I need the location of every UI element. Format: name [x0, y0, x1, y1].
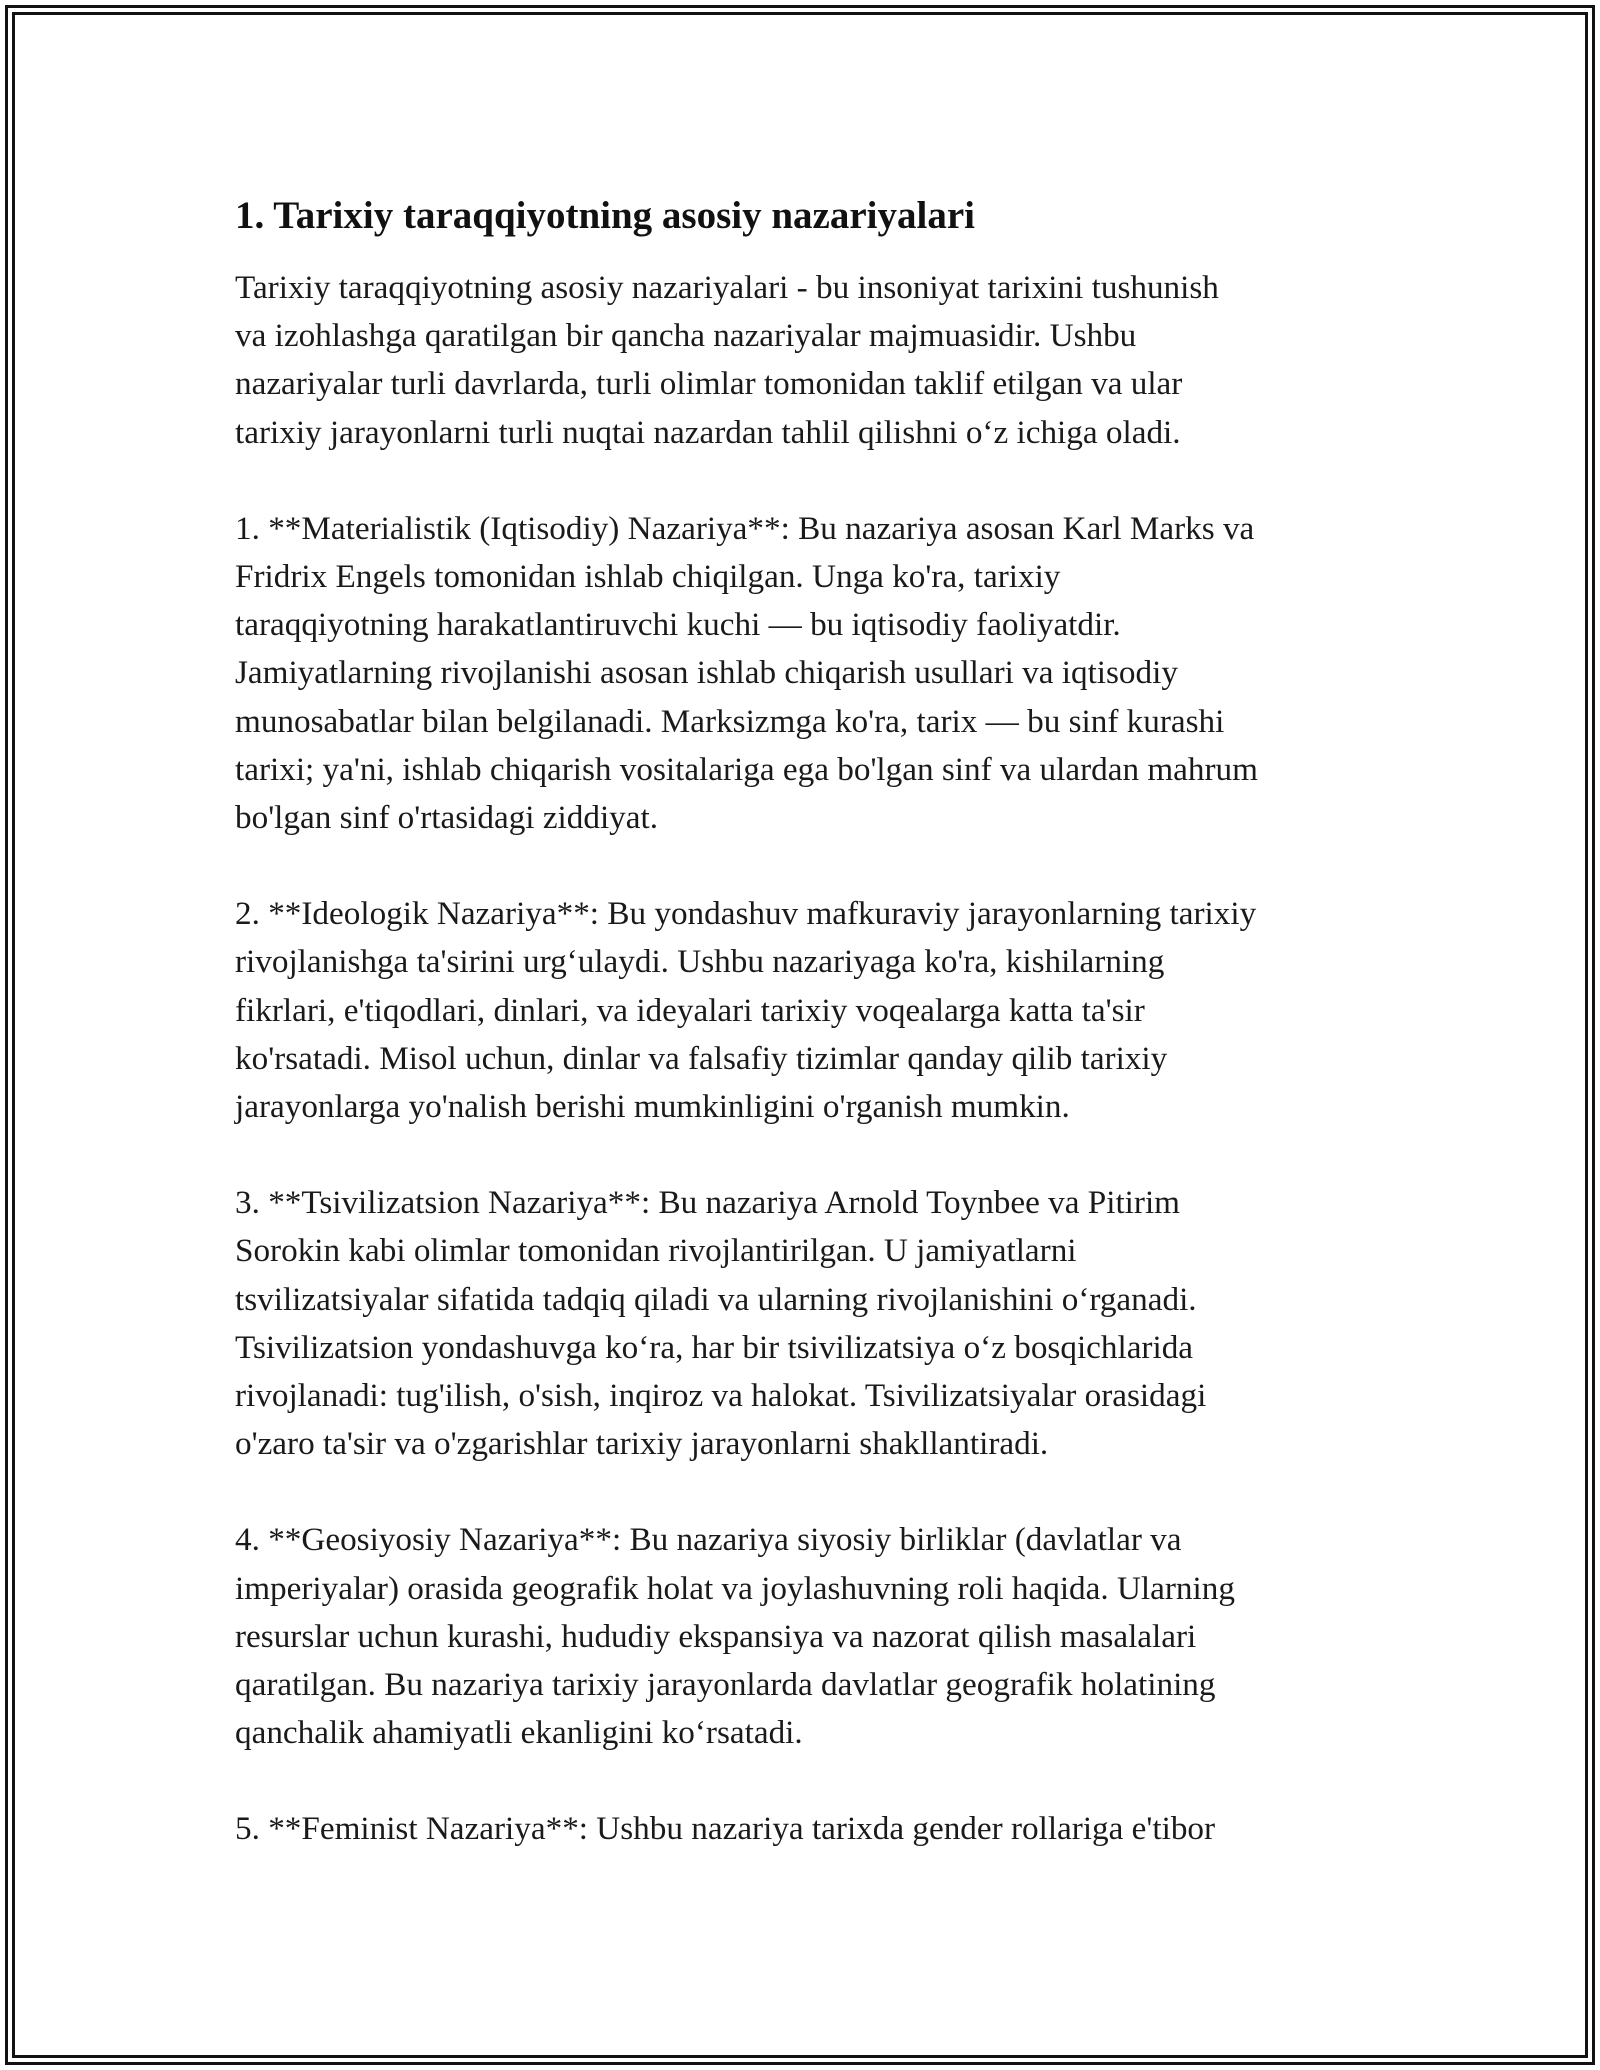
text-line: nazariyalar turli davrlarda, turli olimlar tomonidan taklif etilgan va ular	[235, 365, 1183, 403]
text-line: 5. **Feminist Nazariya**: Ushbu nazariya tarixda gender rollariga e'tibor	[235, 1810, 1216, 1848]
text-line: resurslar uchun kurashi, hududiy ekspansiya va nazorat qilish masalalari	[235, 1617, 1197, 1655]
text-line: tarixiy jarayonlarni turli nuqtai nazardan tahlil qilishni o‘z ichiga oladi.	[235, 413, 1181, 451]
text-line: Fridrix Engels tomonidan ishlab chiqilgan. Unga ko'ra, tarixiy	[235, 558, 1061, 596]
intro-paragraph	[235, 264, 1375, 457]
text-line: rivojlanadi: tug'ilish, o'sish, inqiroz va halokat. Tsivilizatsiyalar orasidagi	[235, 1377, 1207, 1415]
text-line: rivojlanishga ta'sirini urg‘ulaydi. Ushbu nazariyaga ko'ra, kishilarning	[235, 943, 1165, 981]
text-line: Jamiyatlarning rivojlanishi asosan ishlab chiqarish usullari va iqtisodiy	[235, 654, 1178, 692]
text-line: va izohlashga qaratilgan bir qancha nazariyalar majmuasidir. Ushbu	[235, 317, 1137, 355]
text-line: Sorokin kabi olimlar tomonidan rivojlantirilgan. U jamiyatlarni	[235, 1232, 1077, 1270]
text-line: 3. **Tsivilizatsion Nazariya**: Bu nazariya Arnold Toynbee va Pitirim	[235, 1184, 1180, 1222]
materialist-theory-paragraph	[235, 505, 1375, 842]
text-line: 1. **Materialistik (Iqtisodiy) Nazariya**: Bu nazariya asosan Karl Marks va	[235, 509, 1255, 547]
text-line: munosabatlar bilan belgilanadi. Marksizmga ko'ra, tarix — bu sinf kurashi	[235, 702, 1225, 740]
text-line: Tsivilizatsion yondashuvga ko‘ra, har bir tsivilizatsiya o‘z bosqichlarida	[235, 1328, 1194, 1366]
page-title: 1. Tarixiy taraqqiyotning asosiy nazariyalari	[235, 194, 975, 237]
feminist-theory-paragraph	[235, 1805, 1375, 1853]
text-line: tsvilizatsiyalar sifatida tadqiq qiladi va ularning rivojlanishini o‘rganadi.	[235, 1280, 1197, 1318]
text-line: qanchalik ahamiyatli ekanligini ko‘rsatadi.	[235, 1714, 803, 1752]
text-line: 2. **Ideologik Nazariya**: Bu yondashuv mafkuraviy jarayonlarning tarixiy	[235, 895, 1257, 933]
geopolitical-theory-paragraph	[235, 1516, 1375, 1757]
civilizational-theory-paragraph	[235, 1179, 1375, 1468]
text-line: imperiyalar) orasida geografik holat va joylashuvning roli haqida. Ularning	[235, 1569, 1235, 1607]
text-line: taraqqiyotning harakatlantiruvchi kuchi — bu iqtisodiy faoliyatdir.	[235, 606, 1121, 644]
ideological-theory-paragraph	[235, 890, 1375, 1131]
text-line: ko'rsatadi. Misol uchun, dinlar va falsafiy tizimlar qanday qilib tarixiy	[235, 1039, 1168, 1077]
text-line: fikrlari, e'tiqodlari, dinlari, va ideyalari tarixiy voqealarga katta ta'sir	[235, 991, 1145, 1029]
text-line: tarixi; ya'ni, ishlab chiqarish vositalariga ega bo'lgan sinf va ulardan mahrum	[235, 750, 1258, 788]
text-line: 4. **Geosiyosiy Nazariya**: Bu nazariya siyosiy birliklar (davlatlar va	[235, 1521, 1182, 1559]
document-body	[235, 188, 1375, 1902]
text-line: jarayonlarga yo'nalish berishi mumkinligini o'rganish mumkin.	[235, 1088, 1070, 1126]
text-line: bo'lgan sinf o'rtasidagi ziddiyat.	[235, 799, 659, 837]
text-line: Tarixiy taraqqiyotning asosiy nazariyalari - bu insoniyat tarixini tushunish	[235, 269, 1219, 306]
text-line: o'zaro ta'sir va o'zgarishlar tarixiy jarayonlarni shakllantiradi.	[235, 1425, 1049, 1463]
text-line: qaratilgan. Bu nazariya tarixiy jarayonlarda davlatlar geografik holatining	[235, 1666, 1216, 1704]
